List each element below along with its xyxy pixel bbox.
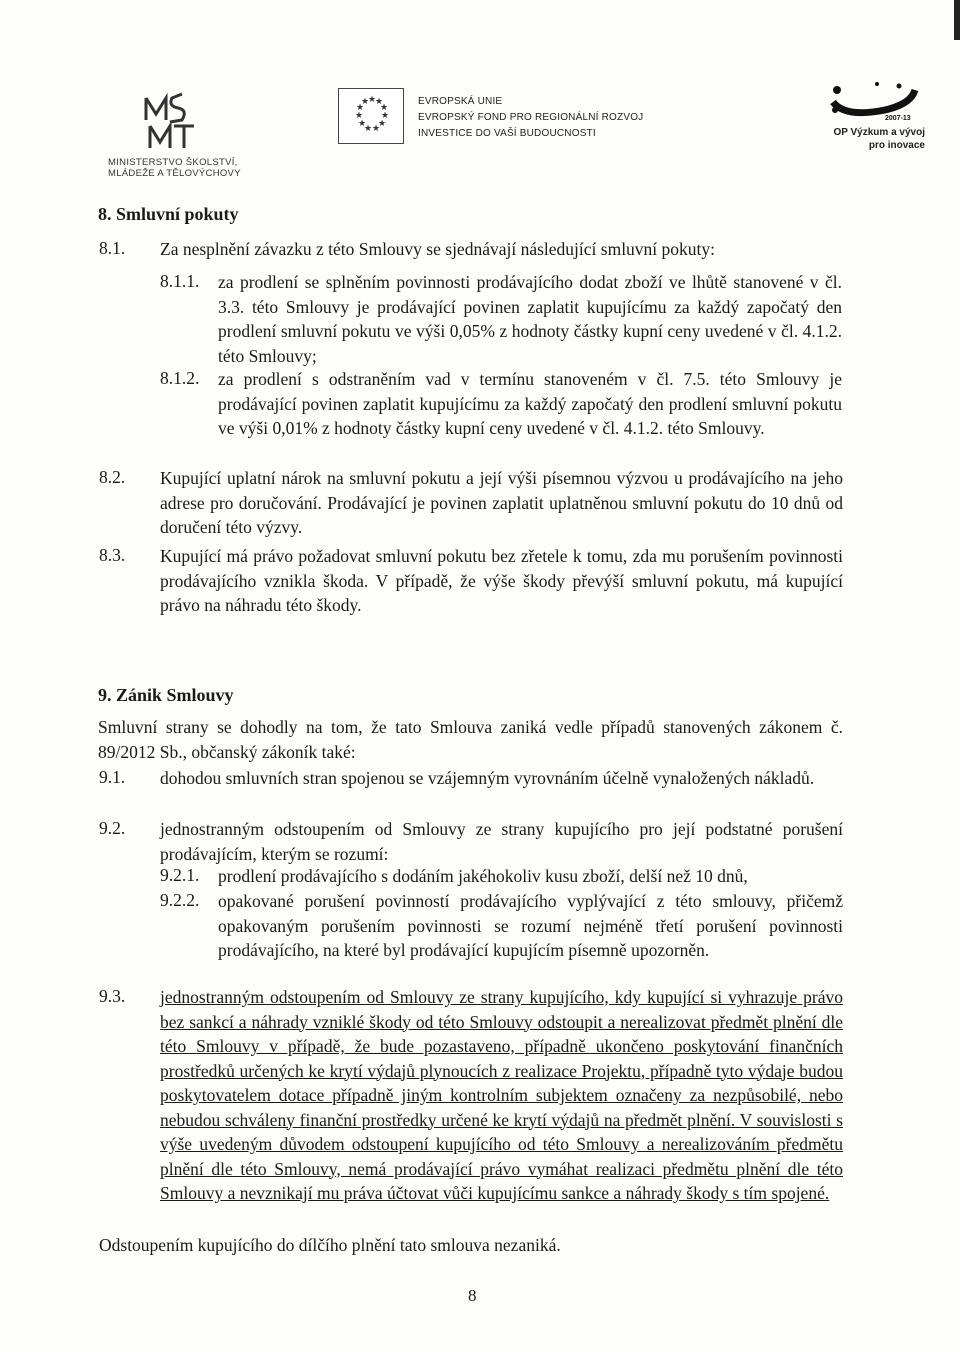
svg-text:★: ★ [372,124,381,134]
svg-text:★: ★ [375,97,384,107]
msmt-monogram-icon [138,90,200,152]
svg-text:★: ★ [355,111,364,121]
section-9-heading: 9. Zánik Smlouvy [98,685,234,705]
clause-9-2-2-number: 9.2.2. [160,890,200,910]
clause-9-2-text: jednostranným odstoupením od Smlouvy ze strany kupujícího pro její podstatné porušení prodávajícím, kterým se rozumí: [160,819,843,864]
svg-text:★: ★ [356,103,365,113]
svg-text:★: ★ [358,119,367,129]
eu-flag-icon [338,88,404,144]
clause-9-3-text: jednostranným odstoupením od Smlouvy ze strany kupujícího, kdy kupující si vyhrazuje právo bez sankcí a náhrady vzniklé škody od této Smlouvy odstoupit a nerealizovat předmět plnění dle této Smlouvy v případě, že bude pozastaveno, případně ukončeno poskytování finančních prostředků určených ke krytí výdajů plynoucích z realizace Projektu, případně tyto výdaje budou poskytovatelem dotace případně jiným kontrolním subjektem označeny za nezpůsobilé, nebo nebudou schváleny finanční prostředky určené ke krytí výdajů na předmět plnění. V souvislosti s výše uvedeným důvodem odstoupení kupujícího od této Smlouvy a nerealizováním předmětu plnění dle této Smlouvy, nemá prodávající právo vymáhat realizaci předmětu plnění dle této Smlouvy a nevznikají mu práva účtovat vůči kupujícímu sankce a náhrady škody s tím spojené. [160,987,843,1203]
clause-9-2-number: 9.2. [99,818,126,838]
clause-8-1-1-number: 8.1.1. [160,271,200,291]
op-text-line2: pro inovace [868,140,925,151]
section-9-intro: Smluvní strany se dohodly na tom, že tato Smlouva zaniká vedle případů stanovených zákonem č. 89/2012 Sb., občanský zákoník také: [98,717,843,762]
clause-8-1-text: Za nesplnění závazku z této Smlouvy se sjednávají následující smluvní pokuty: [160,239,716,259]
clause-8-3-text: Kupující má právo požadovat smluvní pokutu bez zřetele k tomu, zda mu porušením povinnosti prodávajícího vznikla škoda. V případě, že výše škody převýší smluvní pokutu, má kupující právo na náhradu této škody. [160,546,843,615]
clause-9-1-number: 9.1. [99,767,126,787]
op-text [815,126,925,152]
msmt-text-line1: MINISTERSTVO ŠKOLSTVÍ, [108,157,238,168]
clause-8-1-2-number: 8.1.2. [160,368,200,388]
clause-9-2-1-text: prodlení prodávajícího s dodáním jakéhokoliv kusu zboží, delší než 10 dnů, [218,866,748,886]
svg-text:★: ★ [378,119,387,129]
clause-8-1-1-text: za prodlení se splněním povinnosti prodávajícího dodat zboží ve lhůtě stanovené v čl. 3.3. této Smlouvy je prodávající povinen zaplatit kupujícímu za každý započatý den prodlení smluvní pokutu ve výši 0,05% z hodnoty částky kupní ceny uvedené v čl. 4.1.2. této Smlouvy; [218,272,842,366]
closing-sentence: Odstoupením kupujícího do dílčího plnění tato smlouva nezaniká. [99,1235,561,1255]
op-swoosh-icon [815,80,925,126]
eu-text-line1: EVROPSKÁ UNIE [418,96,503,107]
msmt-text-line2: MLÁDEŽE A TĚLOVÝCHOVY [108,168,241,179]
clause-8-2-number: 8.2. [99,467,126,487]
clause-9-3-number: 9.3. [99,986,126,1006]
op-text-line1: OP Výzkum a vývoj [833,127,925,138]
page-header [0,0,960,179]
svg-text:★: ★ [361,97,370,107]
svg-text:★: ★ [364,124,373,134]
eu-text-line2: EVROPSKÝ FOND PRO REGIONÁLNÍ ROZVOJ [418,112,644,123]
clause-9-2-2-text: opakované porušení povinností prodávajícího vyplývající z této smlouvy, přičemž opakovaným porušením povinnosti se rozumí nejméně třetí porušení povinnosti prodávajícího, na které byl prodávající kupujícím písemně upozorněn. [218,891,843,960]
section-8-heading: 8. Smluvní pokuty [98,204,239,224]
svg-text:★: ★ [368,95,377,105]
eu-text-line3: INVESTICE DO VAŠÍ BUDOUCNOSTI [418,128,596,139]
op-vavpi-logo [815,80,925,160]
clause-8-1-2-text: za prodlení s odstraněním vad v termínu stanoveném v čl. 7.5. této Smlouvy je prodávající povinen zaplatit kupujícímu za každý započatý den prodlení smluvní pokutu ve výši 0,01% z hodnoty částky kupní ceny uvedené v čl. 4.1.2. této Smlouvy. [218,369,842,438]
eu-text [418,94,643,142]
clause-8-1-number: 8.1. [99,238,126,258]
eu-logo-block [338,88,738,148]
clause-8-2-text: Kupující uplatní nárok na smluvní pokutu a její výši písemnou výzvou u prodávajícího na jeho adrese pro doručování. Prodávající je povinen zaplatit uplatněnou smluvní pokutu do 10 dnů od doručení této výzvy. [160,468,843,537]
clause-8-3-number: 8.3. [99,545,126,565]
clause-9-2-1-number: 9.2.1. [160,865,200,885]
msmt-logo [108,90,268,179]
op-years: 2007-13 [885,115,911,122]
clause-9-1-text: dohodou smluvních stran spojenou se vzájemným vyrovnáním účelně vynaložených nákladů. [160,768,815,788]
svg-text:★: ★ [380,103,389,113]
svg-text:★: ★ [381,111,390,121]
page-number: 8 [468,1286,477,1305]
